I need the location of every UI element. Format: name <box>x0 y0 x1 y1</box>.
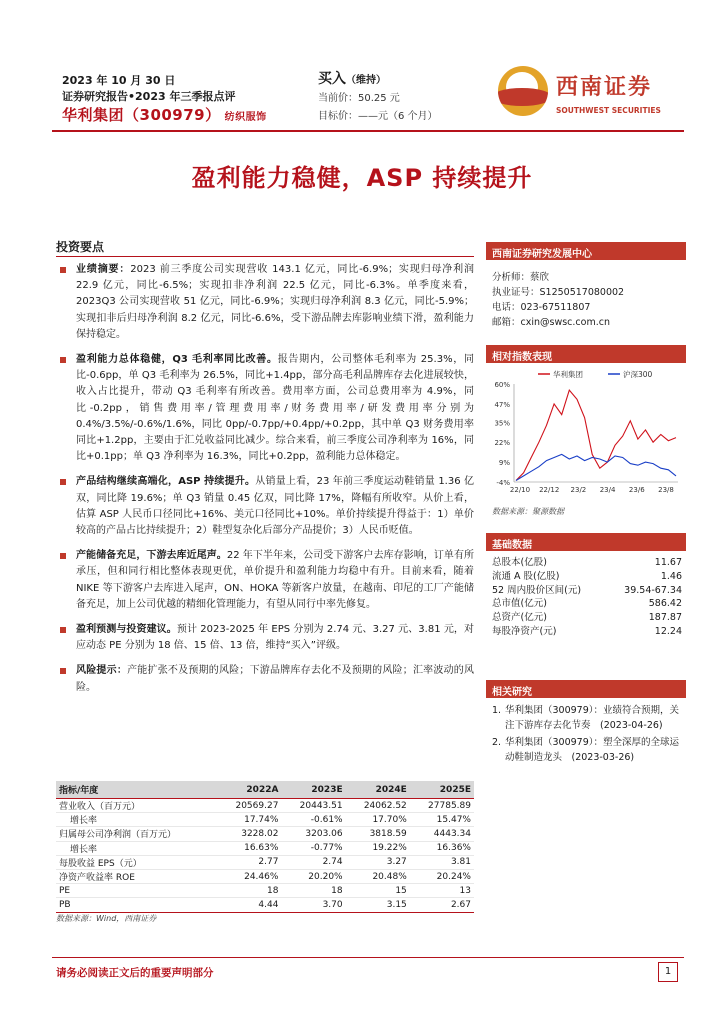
y-tick-label: 9% <box>498 459 510 468</box>
basic-data-label: 总股本(亿股) <box>492 557 547 568</box>
table-cell: 3818.59 <box>346 827 410 841</box>
table-cell: 15 <box>346 884 410 898</box>
table-cell: 15.47% <box>410 813 474 827</box>
analyst-phone: 电话：023-67511807 <box>492 302 591 313</box>
y-tick-label: 60% <box>494 381 510 389</box>
research-item[interactable] <box>492 703 684 733</box>
table-cell: 18 <box>281 884 345 898</box>
table-cell: 3.70 <box>281 898 345 912</box>
research-item-number: 2. <box>492 737 502 748</box>
basic-data-title: 基础数据 <box>486 533 686 551</box>
table-cell: 16.63% <box>217 841 281 855</box>
analyst-license: 执业证号：S1250517080002 <box>492 287 625 298</box>
table-cell: 增长率 <box>56 813 217 827</box>
basic-data-value: 12.24 <box>654 625 682 637</box>
y-tick-label: -4% <box>496 479 510 487</box>
table-cell: 3.27 <box>346 855 410 869</box>
table-cell: 4.44 <box>217 898 281 912</box>
chart-svg <box>486 364 686 500</box>
key-point-heading: 盈利能力总体稳健，Q3 毛利率同比改善。 <box>76 354 278 366</box>
related-research-list <box>492 703 684 767</box>
analyst-email[interactable]: 邮箱：cxin@swsc.com.cn <box>492 317 610 328</box>
table-header-row <box>56 781 474 799</box>
table-cell: 20.48% <box>346 869 410 883</box>
x-tick-label: 23/4 <box>599 486 616 494</box>
table-row <box>56 855 474 869</box>
basic-data-value: 1.46 <box>660 570 682 582</box>
table-row <box>56 841 474 855</box>
basic-data-value: 187.87 <box>648 612 682 624</box>
table-cell: 2.77 <box>217 855 281 869</box>
financial-table <box>56 781 474 913</box>
table-row <box>56 827 474 841</box>
table-cell: 18 <box>217 884 281 898</box>
key-point-text: 产能扩张不及预期的风险；下游品牌库存去化不及预期的风险；汇率波动的风险。 <box>76 665 475 693</box>
key-point-text: 从销量上看，23 年前三季度运动鞋销量 1.36 亿双，同比降 19.6%；单 Q3 销量 0.45 亿双，同比降 17%，降幅有所收窄。从价上看，估算 ASP 人民币口径同比+16%、美元口径同比+10%。单价持续提升得益于：1）单价较高的产品占比持续提升；2）鞋型复杂化后部分产品提价；3）人民币贬值。 <box>76 476 474 537</box>
table-cell: 2.74 <box>281 855 345 869</box>
table-header-cell: 指标/年度 <box>56 781 217 799</box>
analyst-name: 分析师：蔡欣 <box>492 272 550 283</box>
report-date: 2023 年 10 月 30 日 <box>62 74 176 87</box>
table-cell: 3.15 <box>346 898 410 912</box>
rating-value: 买入 <box>318 71 346 87</box>
key-point <box>56 262 474 343</box>
rating-note: （维持） <box>346 75 386 86</box>
basic-data-label: 流通 A 股(亿股) <box>492 570 560 582</box>
basic-data-row <box>492 556 682 570</box>
x-tick-label: 22/12 <box>539 486 560 494</box>
table-row <box>56 869 474 883</box>
table-header-cell: 2025E <box>410 781 474 799</box>
company-name <box>62 104 267 125</box>
company-logo <box>498 62 678 124</box>
page-number: 1 <box>658 962 678 982</box>
table-header-cell: 2023E <box>281 781 345 799</box>
x-tick-label: 22/10 <box>509 486 531 494</box>
series-line-company <box>516 390 676 480</box>
legend-label: 沪深300 <box>623 370 653 379</box>
table-cell: 净资产收益率 ROE <box>56 869 217 883</box>
section-divider <box>56 256 474 257</box>
header-divider <box>52 130 684 132</box>
key-point-text: 预计 2023-2025 年 EPS 分别为 2.74 元、3.27 元、3.81 元，对应动态 PE 分别为 18 倍、15 倍、13 倍，维持“买入”评级。 <box>76 624 474 652</box>
basic-data-table <box>492 556 682 639</box>
team-title: 西南证券研究发展中心 <box>486 242 686 260</box>
rating <box>318 68 386 88</box>
company-label: 华利集团（300979） <box>62 106 221 124</box>
table-cell: 每股收益 EPS（元） <box>56 855 217 869</box>
table-cell: 4443.34 <box>410 827 474 841</box>
research-item-number: 1. <box>492 705 502 716</box>
chart-title: 相对指数表现 <box>486 345 686 363</box>
table-cell: 营业收入（百万元） <box>56 799 217 813</box>
key-point <box>56 663 474 695</box>
table-cell: 24.46% <box>217 869 281 883</box>
table-cell: 3203.06 <box>281 827 345 841</box>
y-tick-label: 22% <box>494 439 510 448</box>
table-cell: PE <box>56 884 217 898</box>
basic-data-value: 11.67 <box>654 557 682 568</box>
footer-divider <box>52 957 684 958</box>
table-cell: PB <box>56 898 217 912</box>
table-cell: 13 <box>410 884 474 898</box>
table-cell: 27785.89 <box>410 799 474 813</box>
target-price: 目标价：——元（6 个月） <box>318 111 438 122</box>
x-tick-label: 23/8 <box>658 486 674 494</box>
basic-data-row <box>492 625 682 639</box>
legend-label: 华利集团 <box>553 370 583 379</box>
table-row <box>56 898 474 912</box>
key-point-heading: 盈利预测与投资建议。 <box>76 624 177 636</box>
table-cell: 20443.51 <box>281 799 345 813</box>
page-title: 盈利能力稳健，ASP 持续提升 <box>191 164 533 192</box>
key-point-text: 2023 前三季度公司实现营收 143.1 亿元，同比-6.9%；实现归母净利润 22.9 亿元，同比-6.5%；实现扣非净利润 22.5 亿元，同比-6.3%。单季度来看，2023Q3 公司实现营收 51 亿元，同比-6.9%；实现归母净利润 8.3 亿元，同比-5.9%；实现扣非后归母净利润 8.2 亿元，同比-6.6%，受下游品牌去库影响业绩下滑，盈利能力保持稳定。 <box>76 264 474 340</box>
table-cell: 16.36% <box>410 841 474 855</box>
basic-data-value: 586.42 <box>648 598 682 610</box>
table-cell: 3228.02 <box>217 827 281 841</box>
section-title: 投资要点 <box>56 240 105 254</box>
basic-data-row <box>492 611 682 625</box>
table-cell: 归属母公司净利润（百万元） <box>56 827 217 841</box>
key-point-heading: 风险提示： <box>76 665 128 677</box>
y-tick-label: 35% <box>494 419 510 428</box>
related-research-title: 相关研究 <box>486 680 686 698</box>
basic-data-row <box>492 570 682 584</box>
x-tick-label: 23/2 <box>570 486 587 494</box>
table-cell: 20569.27 <box>217 799 281 813</box>
logo-mark-icon <box>498 66 548 116</box>
series-line-index <box>516 454 676 480</box>
current-price: 当前价：50.25 元 <box>318 93 400 104</box>
key-point <box>56 548 474 613</box>
table-row <box>56 884 474 898</box>
table-cell: -0.77% <box>281 841 345 855</box>
basic-data-label: 总资产(亿元) <box>492 612 547 624</box>
table-header-cell: 2022A <box>217 781 281 799</box>
key-point-heading: 业绩摘要： <box>76 264 131 275</box>
logo-text-en: SOUTHWEST SECURITIES <box>556 106 661 115</box>
research-item[interactable] <box>492 735 684 765</box>
key-point-heading: 产品结构继续高端化，ASP 持续提升。 <box>76 476 256 488</box>
x-tick-label: 23/6 <box>628 486 645 494</box>
research-item-text: 华利集团（300979）：业绩符合预期，关注下游库存去化节奏 (2023-04-26) <box>505 705 680 731</box>
y-tick-label: 47% <box>494 400 510 409</box>
table-header-cell: 2024E <box>346 781 410 799</box>
key-point-text: 22 年下半年来，公司受下游客户去库存影响，订单有所承压，但和同行相比整体表现更优，单价提升和盈利能力均稳中有升。目前来看，随着 NIKE 等下游客户去库进入尾声，ON、HOKA 等新客户放量，在越南、印尼的工厂产能储备充足，加上公司优越的精细化管理能力，有望从同行中率先修复。 <box>76 550 474 610</box>
chart-source: 数据来源：聚源数据 <box>492 507 564 516</box>
table-cell: 24062.52 <box>346 799 410 813</box>
basic-data-row <box>492 597 682 611</box>
table-row <box>56 799 474 813</box>
basic-data-label: 52 周内股价区间(元) <box>492 584 582 596</box>
relative-index-chart <box>486 364 686 500</box>
table-cell: 增长率 <box>56 841 217 855</box>
table-source: 数据来源：Wind，西南证券 <box>56 914 157 923</box>
key-points <box>56 262 474 705</box>
basic-data-value: 39.54-67.34 <box>624 584 682 596</box>
table-cell: 17.74% <box>217 813 281 827</box>
analyst-info <box>492 270 624 330</box>
table-cell: 3.81 <box>410 855 474 869</box>
basic-data-label: 每股净资产(元) <box>492 625 557 637</box>
industry-label: 纺织服饰 <box>224 112 267 123</box>
basic-data-row <box>492 584 682 598</box>
logo-text-cn: 西南证券 <box>556 74 653 100</box>
key-point-heading: 产能储备充足，下游去库近尾声。 <box>76 550 227 562</box>
key-point <box>56 352 474 465</box>
table-cell: -0.61% <box>281 813 345 827</box>
table-row <box>56 813 474 827</box>
key-point <box>56 622 474 654</box>
key-point-text: 报告期内，公司整体毛利率为 25.3%，同比-0.6pp，单 Q3 毛利率为 26.5%，同比+1.4pp，部分高毛利品牌库存去化进展较快，收入占比提升，带动 Q3 毛利率有所改善。费用率方面，公司总费用率为 4.9%，同比-0.2pp，销售费用率/管理费用率/财务费用率/研发费用率分别为 0.4%/3.5%/-0.6%/1.6%，同比 0pp/-0.7pp/+0.4pp/+0.2pp，其中单 Q3 财务费用率同比+1.2pp，主要由于汇兑收益同比减少。综合来看，前三季度公司净利率为 16%，同比+0.1pp；单 Q3 净利率为 16.3%，同比+0.2pp，盈利能力总体稳定。 <box>76 354 474 463</box>
table-cell: 20.20% <box>281 869 345 883</box>
footer-notice[interactable]: 请务必阅读正文后的重要声明部分 <box>56 967 214 979</box>
table-cell: 19.22% <box>346 841 410 855</box>
table-cell: 20.24% <box>410 869 474 883</box>
table-cell: 2.67 <box>410 898 474 912</box>
table-cell: 17.70% <box>346 813 410 827</box>
basic-data-label: 总市值(亿元) <box>492 598 547 610</box>
key-point <box>56 474 474 539</box>
report-type: 证券研究报告•2023 年三季报点评 <box>62 90 236 103</box>
research-item-text: 华利集团（300979）：塑全深厚的全球运动鞋制造龙头 (2023-03-26) <box>505 737 680 763</box>
